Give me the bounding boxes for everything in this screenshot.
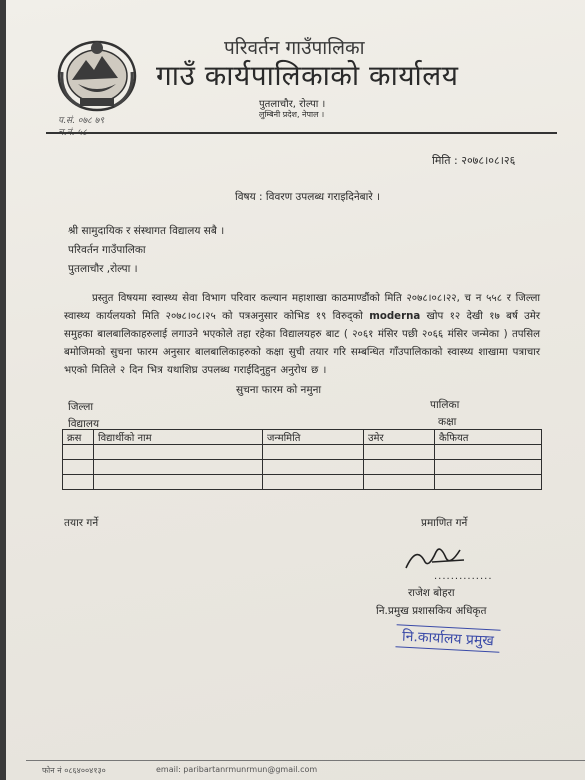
footer-divider <box>26 760 585 761</box>
recipient-line: पुतलाचौर ,रोल्पा । <box>68 263 138 275</box>
table-row <box>63 460 542 475</box>
office-title: गाउँ कार्यपालिकाको कार्यालय <box>156 59 459 92</box>
class-label: कक्षा <box>438 416 457 428</box>
address-line-1: पुतलाचौर, रोल्पा । <box>259 99 326 110</box>
reference-number: प.सं. ०७८ ७९ <box>58 116 105 126</box>
table-row <box>63 475 542 490</box>
table-header-row <box>63 430 542 445</box>
letter-body <box>64 290 540 380</box>
column-header: उमेर <box>364 430 435 445</box>
column-header: क्रस <box>63 430 94 445</box>
column-header: विद्यार्थीको नाम <box>94 430 263 445</box>
certified-by-label: प्रमाणित गर्ने <box>421 517 468 529</box>
column-header: कैफियत <box>435 430 542 445</box>
office-name: परिवर्तन गाउँपालिका <box>224 37 365 59</box>
municipality-label: पालिका <box>430 399 460 411</box>
signature-line: .............. <box>434 571 493 582</box>
sample-form-table <box>62 429 542 490</box>
government-emblem-icon <box>56 36 138 112</box>
footer-phone: फोन नं ०८६४००४१३० <box>42 766 106 775</box>
district-label: जिल्ला <box>68 401 94 413</box>
letter-page <box>6 0 585 780</box>
footer-email: email: paribartanrmunrmun@gmail.com <box>156 765 318 774</box>
prepared-by-label: तयार गर्ने <box>64 517 99 529</box>
letter-date: मिति : २०७८।०८।२६ <box>432 154 516 167</box>
vaccine-name: moderna <box>369 311 421 322</box>
signatory-name: राजेश बोहरा <box>408 587 455 599</box>
signatory-designation: नि.प्रमुख प्रशासकिय अधिकृत <box>376 605 487 617</box>
recipient-line: परिवर्तन गाउँपालिका <box>68 244 146 256</box>
school-label: विद्यालय <box>68 418 100 430</box>
column-header: जन्ममिति <box>263 430 364 445</box>
table-row <box>63 445 542 460</box>
letter-subject: विषय : विवरण उपलब्ध गराइदिनेबारे । <box>235 191 381 203</box>
header-divider <box>46 132 557 134</box>
address-line-2: लुम्बिनी प्रदेश, नेपाल । <box>259 110 325 119</box>
form-title: सुचना फारम को नमुना <box>236 384 322 396</box>
body-text-part: प्रस्तुत विषयमा स्वास्थ्य सेवा विभाग परिवार कल्यान महाशाखा काठमाण्डौंको मिति २०७८।०८।२२, च न ५५८ र जिल्ला स्वास्थ्य कार्यलयको मिति २०७८।०८।२५ को पत्रअनुसार कोभिड १९ विरुद्को <box>64 293 540 322</box>
office-stamp: नि.कार्यालय प्रमुख <box>395 624 500 652</box>
recipient-line: श्री सामुदायिक र संस्थागत विद्यालय सबै । <box>68 225 225 237</box>
body-text-part: खोप १२ देखी १७ बर्ष उमेर समुहका बालबालिकाहरुलाई लगाउने भएकोले तहा रहेका विद्यालयहरु बाट ( २०६१ मंसिर पछी २०६६ मंसिर जन्मेका ) तपसिल बमोजिमको सुचना फारम अनुसार बालबालिकाहरुको कक्षा सुची तयार गरि सम्बन्धित गाँउपालिकाको स्वास्थ्य शाखामा पत्राचार भएको मितिले २ दिन भित्र यथाशिघ्र उपलब्ध गराईदिनुहुन अनुरोध छ । <box>64 311 541 376</box>
